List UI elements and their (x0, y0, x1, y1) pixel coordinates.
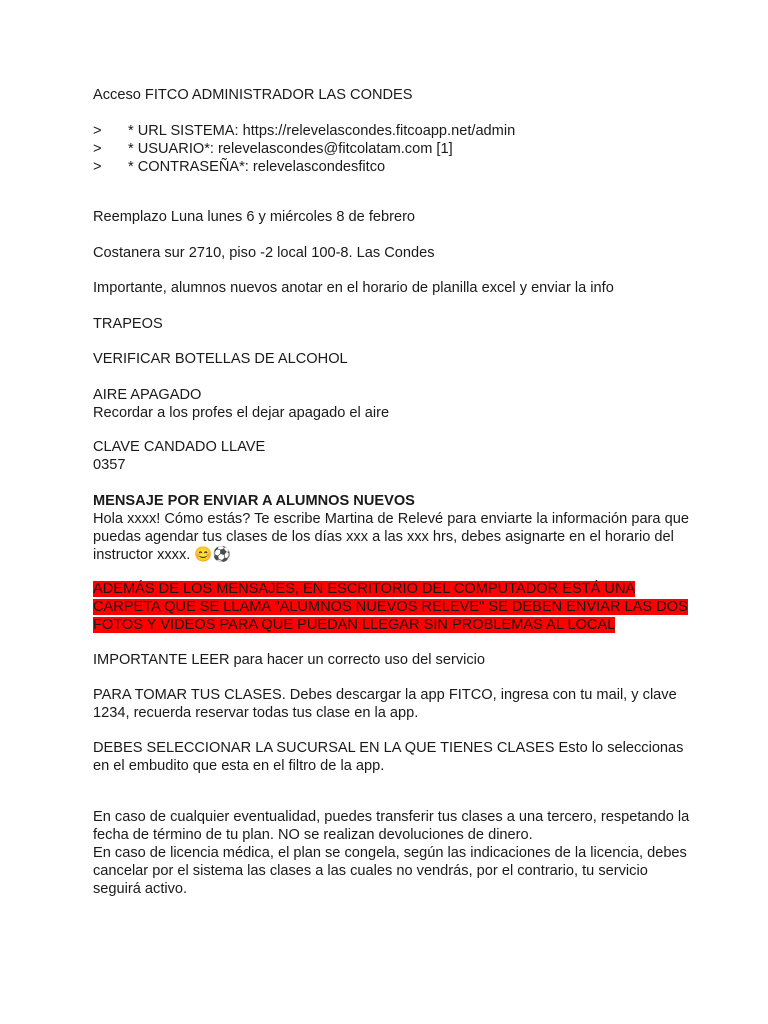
highlighted-text: CARPETA QUE SE LLAMA "ALUMNOS NUEVOS RELEVE" SE DEBEN ENVIAR LAS DOS (93, 599, 688, 615)
new-students-note: Importante, alumnos nuevos anotar en el horario de planilla excel y enviar la info (93, 280, 614, 296)
access-item-url (93, 122, 713, 140)
access-item-user (93, 140, 713, 158)
lock-title: CLAVE CANDADO LLAVE (93, 439, 266, 455)
ac-section (93, 386, 713, 422)
message-heading: MENSAJE POR ENVIAR A ALUMNOS NUEVOS (93, 493, 415, 509)
access-user-text: * USUARIO*: relevelascondes@fitcolatam.com [1] (128, 141, 453, 157)
ac-note: Recordar a los profes el dejar apagado el aire (93, 405, 390, 421)
highlighted-text: ADEMÁS DE LOS MENSAJES, EN ESCRITORIO DEL COMPUTADOR ESTÁ UNA (93, 581, 636, 597)
policy-line: En caso de cualquier eventualidad, puedes transferir tus clases a una tercero, respetando la (93, 809, 690, 825)
highlighted-text: FOTOS Y VIDEOS PARA QUE PUEDAN LLEGAR SIN PROBLEMAS AL LOCAL (93, 617, 616, 633)
branch-line: DEBES SELECCIONAR LA SUCURSAL EN LA QUE TIENES CLASES Esto lo seleccionas (93, 740, 684, 756)
bullet-arrow: > (93, 141, 102, 157)
bullet-arrow: > (93, 123, 102, 139)
mops-note: TRAPEOS (93, 316, 163, 332)
bullet-arrow: > (93, 159, 102, 175)
message-section (93, 492, 713, 564)
read-important-note: IMPORTANTE LEER para hacer un correcto uso del servicio (93, 652, 486, 668)
replacement-note: Reemplazo Luna lunes 6 y miércoles 8 de febrero (93, 209, 416, 225)
branch-line: en el embudito que esta en el filtro de la app. (93, 758, 385, 774)
access-list (93, 122, 713, 176)
access-url-text: * URL SISTEMA: https://relevelascondes.fitcoapp.net/admin (128, 123, 516, 139)
alcohol-note: VERIFICAR BOTELLAS DE ALCOHOL (93, 351, 348, 367)
policy-line: seguirá activo. (93, 881, 188, 897)
classes-section (93, 686, 713, 722)
policy-section (93, 808, 713, 898)
policy-line: cancelar por el sistema las clases a las cuales no vendrás, por el contrario, tu servicio (93, 863, 648, 879)
address-note: Costanera sur 2710, piso -2 local 100-8. Las Condes (93, 245, 435, 261)
branch-section (93, 739, 713, 775)
classes-line: 1234, recuerda reservar todas tus clase en la app. (93, 705, 419, 721)
access-password-text: * CONTRASEÑA*: relevelascondesfitco (128, 159, 386, 175)
doc-title: Acceso FITCO ADMINISTRADOR LAS CONDES (93, 87, 413, 103)
message-line: Hola xxxx! Cómo estás? Te escribe Martina de Relevé para enviarte la información para que (93, 511, 689, 527)
policy-line: En caso de licencia médica, el plan se congela, según las indicaciones de la licencia, debes (93, 845, 687, 861)
classes-line: PARA TOMAR TUS CLASES. Debes descargar la app FITCO, ingresa con tu mail, y clave (93, 687, 677, 703)
highlight-section (93, 580, 713, 634)
access-item-password (93, 158, 713, 176)
message-line: puedas agendar tus clases de los días xxx a las xxx hrs, debes asignarte en el horario del (93, 529, 674, 545)
lock-section (93, 438, 713, 474)
lock-code: 0357 (93, 457, 126, 473)
ac-title: AIRE APAGADO (93, 387, 202, 403)
message-line: instructor xxxx. 😊⚽ (93, 547, 231, 563)
policy-line: fecha de término de tu plan. NO se realizan devoluciones de dinero. (93, 827, 533, 843)
